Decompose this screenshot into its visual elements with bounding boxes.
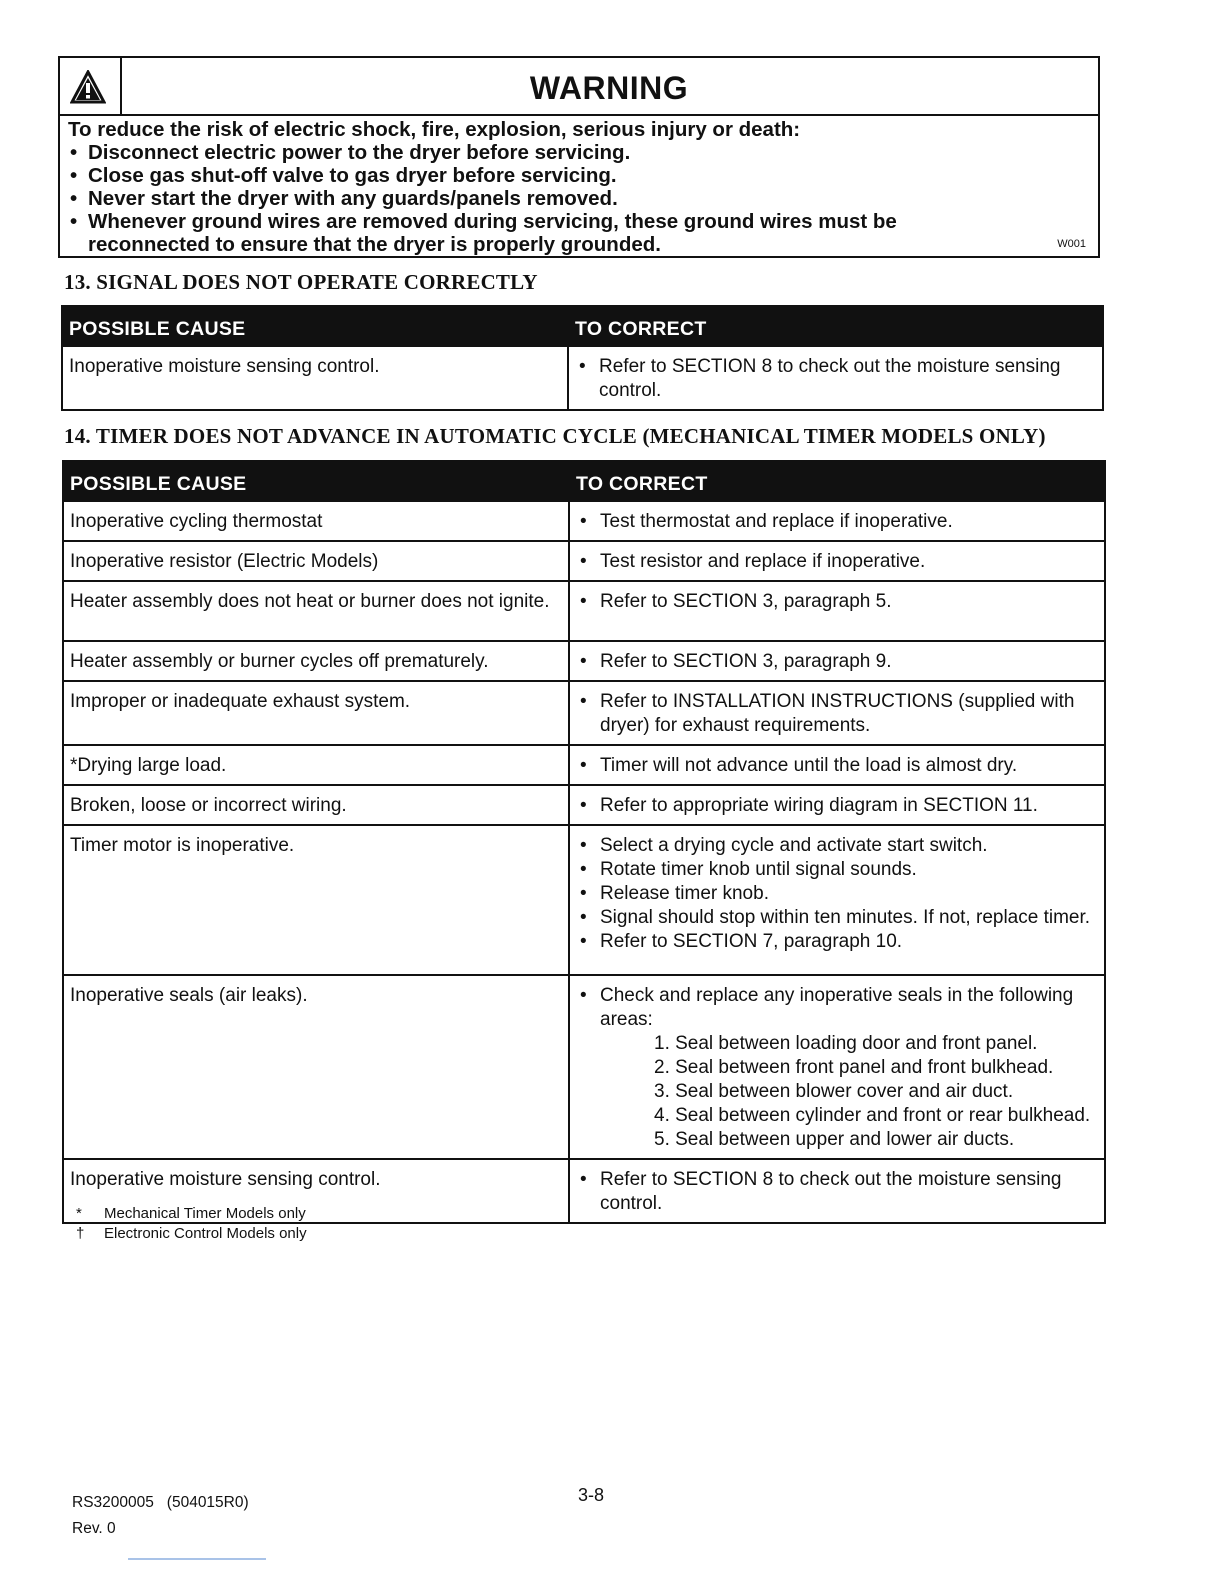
warning-item: • Close gas shut-off valve to gas dryer before servicing. [68, 164, 1088, 187]
warning-triangle-icon [70, 70, 106, 104]
warning-item: • Disconnect electric power to the dryer before servicing. [68, 141, 1088, 164]
seal-list-item: 4. Seal between cylinder and front or rear bulkhead. [654, 1105, 1091, 1126]
warning-box [58, 56, 1100, 258]
cause-cell: Broken, loose or incorrect wiring. [63, 785, 569, 825]
correct-item: • Refer to appropriate wiring diagram in SECTION 11. [576, 794, 1098, 818]
table-row [63, 745, 1105, 785]
section-14-table [62, 460, 1106, 1224]
warning-item: • Never start the dryer with any guards/panels removed. [68, 187, 1088, 210]
correct-cell [569, 541, 1105, 581]
correct-item: • Rotate timer knob until signal sounds. [576, 858, 1098, 882]
warning-code: W001 [1057, 238, 1086, 250]
table-row [63, 681, 1105, 745]
correct-item: • Test thermostat and replace if inoperative. [576, 510, 1098, 534]
footnote-text: Mechanical Timer Models only [104, 1205, 306, 1222]
table-row [63, 501, 1105, 541]
correct-item: • Signal should stop within ten minutes. If not, replace timer. [576, 906, 1098, 930]
correct-item: • Refer to SECTION 3, paragraph 5. [576, 590, 1098, 614]
cause-cell: Heater assembly does not heat or burner does not ignite. [63, 581, 569, 641]
footnote [70, 1204, 307, 1224]
warning-header [60, 58, 1098, 116]
cause-cell: Inoperative resistor (Electric Models) [63, 541, 569, 581]
correct-item: • Refer to SECTION 7, paragraph 10. [576, 930, 1098, 954]
footnote [70, 1224, 307, 1244]
correct-cell [569, 975, 1105, 1159]
cause-cell: Inoperative seals (air leaks). [63, 975, 569, 1159]
correct-item: • Refer to INSTALLATION INSTRUCTIONS (supplied with dryer) for exhaust requirements. [576, 690, 1098, 738]
column-header-cause: POSSIBLE CAUSE [62, 306, 568, 346]
doc-number: RS3200005 (504015R0) [72, 1494, 249, 1511]
column-header-cause: POSSIBLE CAUSE [63, 461, 569, 501]
cause-cell: Timer motor is inoperative. [63, 825, 569, 975]
warning-icon-cell [60, 58, 122, 114]
footnote-symbol: * [76, 1205, 82, 1222]
correct-item: • Check and replace any inoperative seals in the following areas: [576, 984, 1098, 1032]
table-header-row [62, 306, 1103, 346]
table-row [63, 825, 1105, 975]
cause-cell: Inoperative cycling thermostat [63, 501, 569, 541]
column-header-correct: TO CORRECT [569, 461, 1105, 501]
correct-cell [569, 681, 1105, 745]
section-14-heading: 14. TIMER DOES NOT ADVANCE IN AUTOMATIC CYCLE (MECHANICAL TIMER MODELS ONLY) [64, 424, 1046, 448]
warning-title: WARNING [529, 70, 689, 106]
warning-item: • Whenever ground wires are removed during servicing, these ground wires must be reconnected to ensure that the dryer is properly grounded. [68, 210, 968, 256]
table-row [63, 641, 1105, 681]
correct-cell [569, 825, 1105, 975]
warning-body [68, 118, 1088, 256]
seal-list-item: 3. Seal between blower cover and air duct. [654, 1081, 1014, 1102]
correct-item: • Test resistor and replace if inoperative. [576, 550, 1098, 574]
section-13-heading: 13. SIGNAL DOES NOT OPERATE CORRECTLY [64, 270, 538, 294]
table-row [62, 346, 1103, 410]
correct-cell [569, 641, 1105, 681]
column-header-correct: TO CORRECT [568, 306, 1103, 346]
cause-cell: Inoperative moisture sensing control. [63, 1159, 569, 1223]
footnotes [70, 1204, 307, 1244]
seal-list-item: 2. Seal between front panel and front bulkhead. [654, 1057, 1054, 1078]
correct-cell [569, 1159, 1105, 1223]
correct-item: • Refer to SECTION 3, paragraph 9. [576, 650, 1098, 674]
cause-cell: Inoperative moisture sensing control. [62, 346, 568, 410]
table-row [63, 581, 1105, 641]
correct-item: • Select a drying cycle and activate start switch. [576, 834, 1098, 858]
correct-cell [569, 581, 1105, 641]
correct-cell [569, 785, 1105, 825]
correct-cell [568, 346, 1103, 410]
cause-cell: Heater assembly or burner cycles off prematurely. [63, 641, 569, 681]
correct-item: • Refer to SECTION 8 to check out the moisture sensing control. [575, 355, 1096, 403]
seal-list-item: 5. Seal between upper and lower air ducts. [654, 1129, 1015, 1150]
section-13-table [61, 305, 1104, 411]
revision: Rev. 0 [72, 1520, 116, 1537]
cause-cell: *Drying large load. [63, 745, 569, 785]
table-row [63, 785, 1105, 825]
table-row [63, 975, 1105, 1159]
footnote-symbol: † [76, 1225, 85, 1242]
warning-intro: To reduce the risk of electric shock, fire, explosion, serious injury or death: [68, 118, 801, 141]
seal-list-item: 1. Seal between loading door and front panel. [654, 1033, 1038, 1054]
page-number: 3-8 [578, 1485, 605, 1505]
footer-doc-info [72, 1490, 249, 1542]
footnote-text: Electronic Control Models only [104, 1225, 307, 1242]
correct-item: • Release timer knob. [576, 882, 1098, 906]
table-row [63, 541, 1105, 581]
scan-artifact-line [128, 1558, 266, 1560]
correct-item: • Timer will not advance until the load is almost dry. [576, 754, 1098, 778]
correct-cell [569, 745, 1105, 785]
correct-item: • Refer to SECTION 8 to check out the moisture sensing control. [576, 1168, 1098, 1216]
correct-cell [569, 501, 1105, 541]
cause-cell: Improper or inadequate exhaust system. [63, 681, 569, 745]
table-header-row [63, 461, 1105, 501]
